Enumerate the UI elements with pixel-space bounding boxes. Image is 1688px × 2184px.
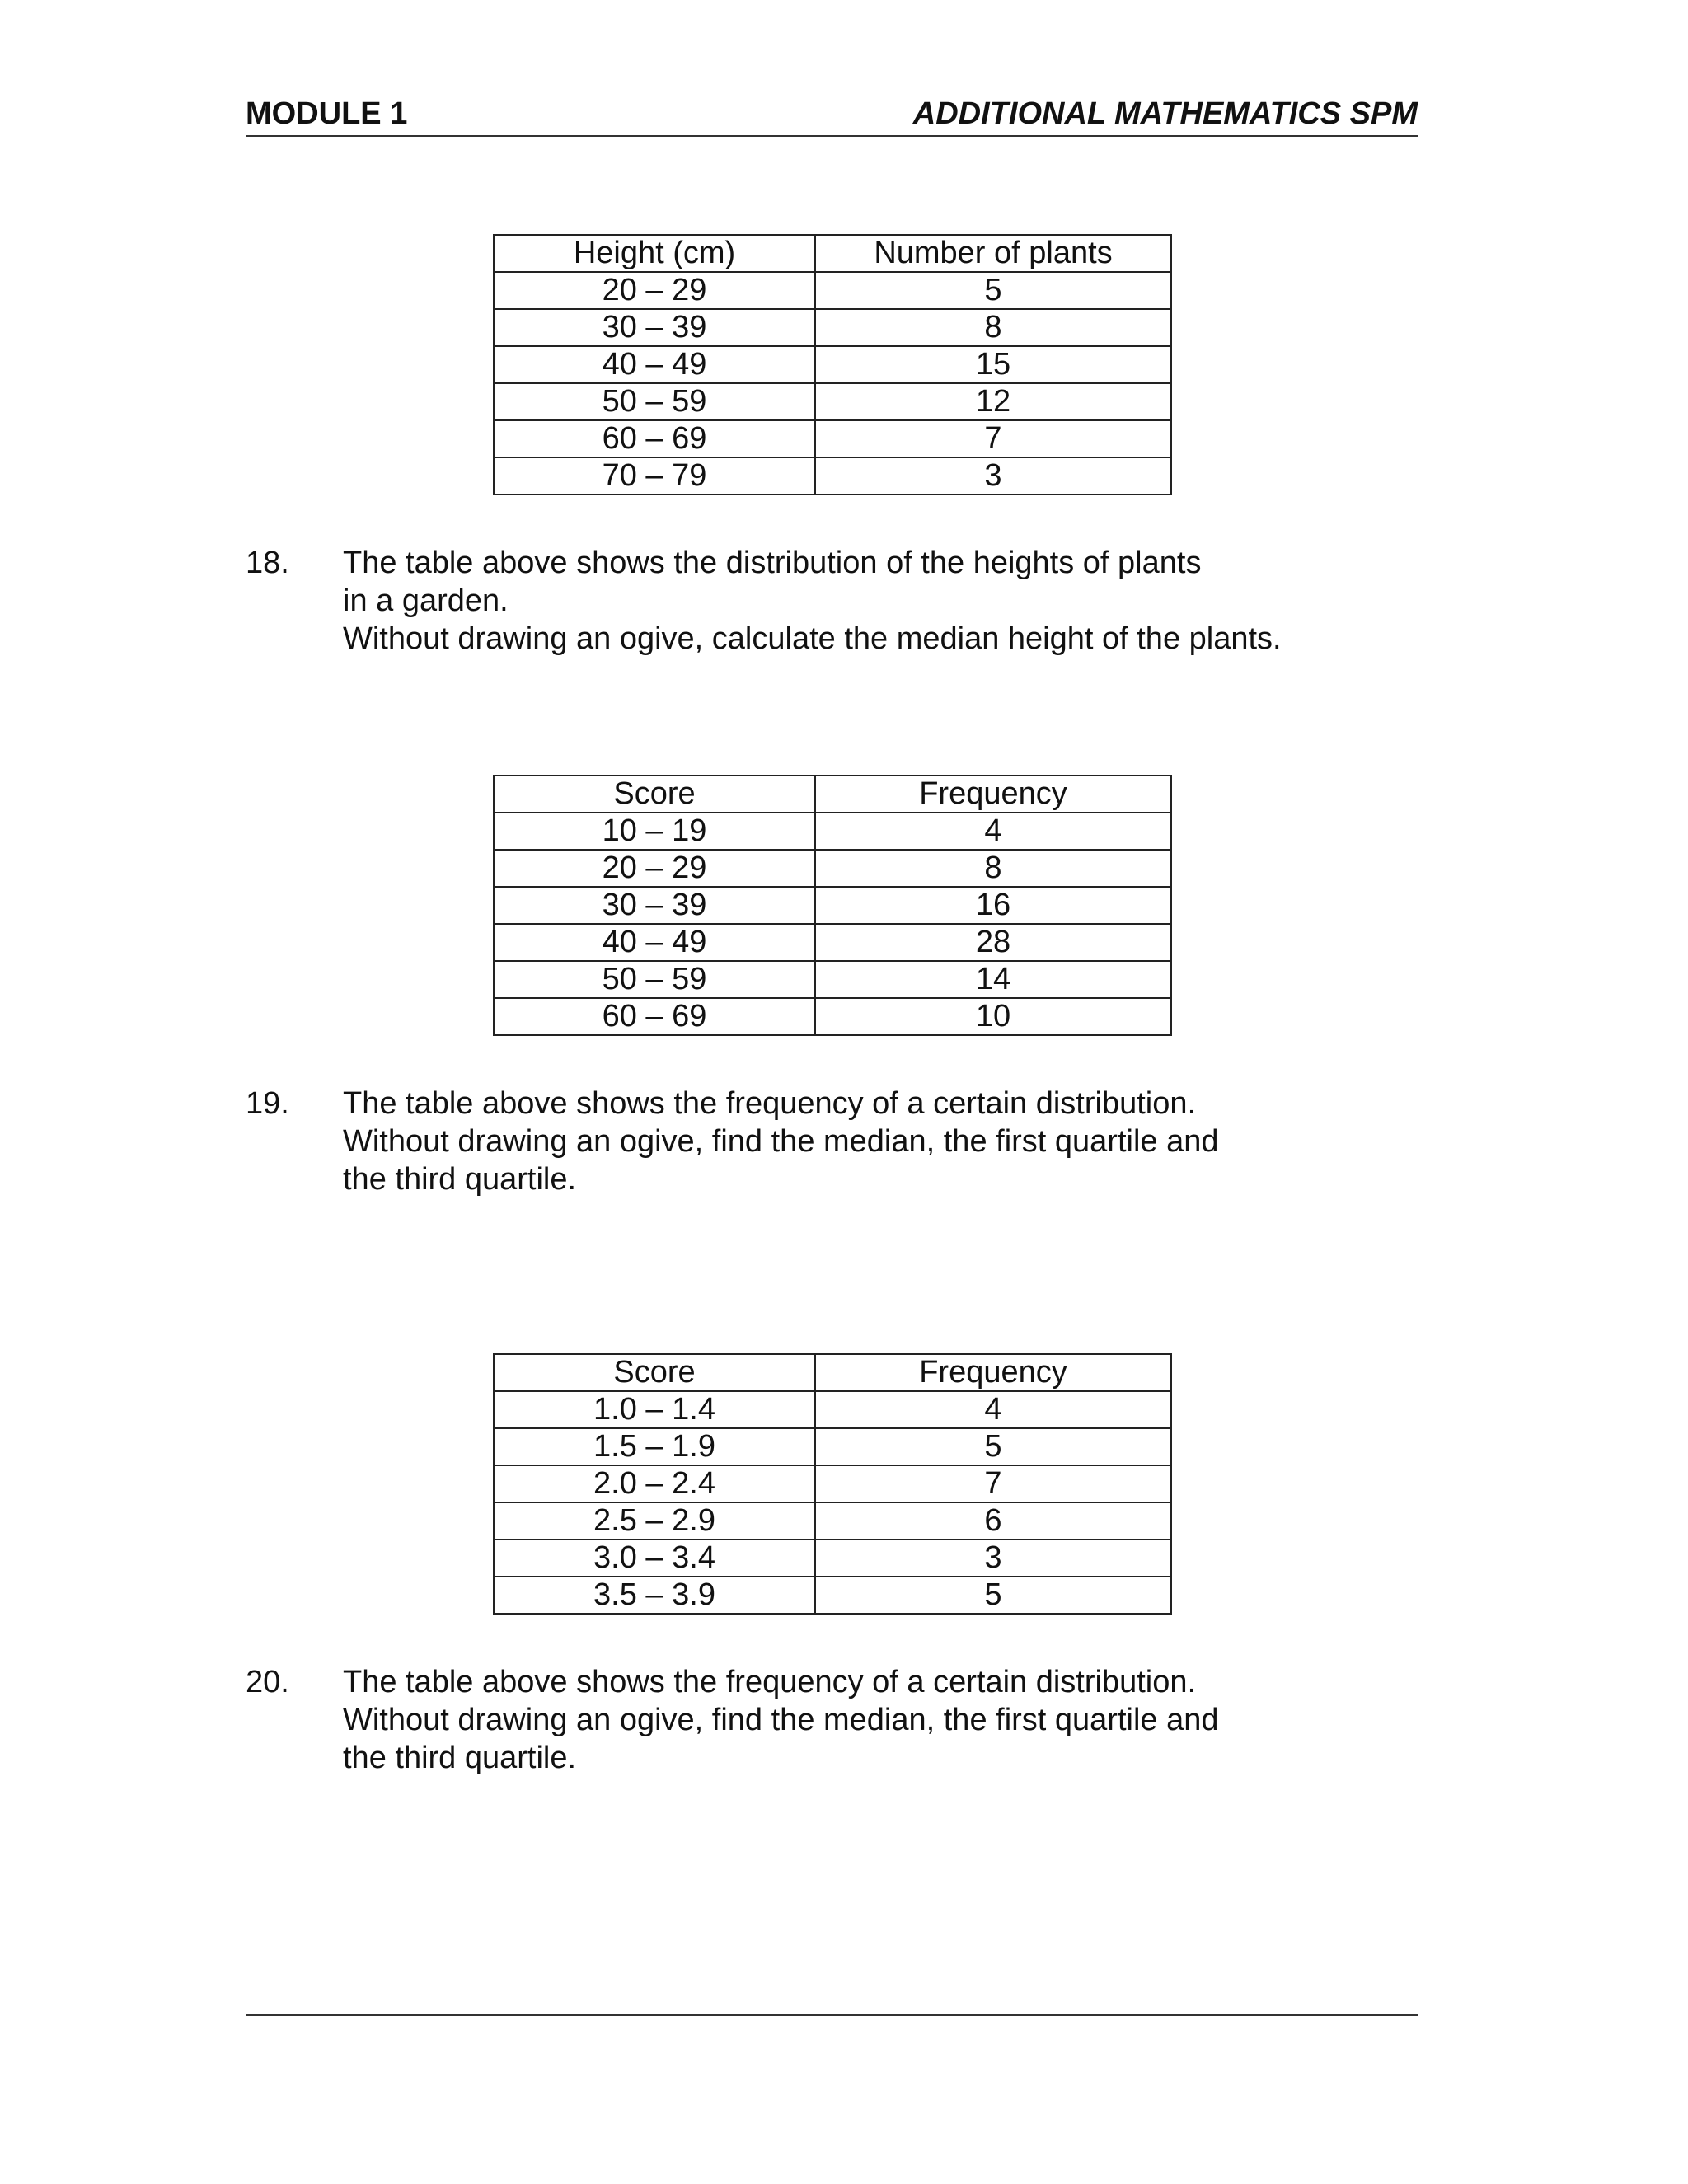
table-row [494,961,1171,998]
question-line: Without drawing an ogive, calculate the median height of the plants. [343,621,1282,656]
decimal-score-frequency-table [493,1353,1172,1615]
class-interval-cell: 3.0 – 3.4 [494,1540,815,1577]
table-row [494,850,1171,887]
table-row [494,887,1171,924]
table-row [494,346,1171,383]
question-line: in a garden. [343,583,509,618]
table-row [494,420,1171,457]
question-line: the third quartile. [343,1162,577,1197]
column-header: Score [494,1354,815,1391]
class-interval-cell: 1.0 – 1.4 [494,1391,815,1428]
height-distribution-table [493,234,1172,495]
question-number: 19. [246,1086,289,1121]
score-frequency-table [493,775,1172,1036]
column-header: Number of plants [815,235,1171,272]
column-header: Height (cm) [494,235,815,272]
class-interval-cell: 50 – 59 [494,383,815,420]
frequency-cell: 12 [815,383,1171,420]
frequency-cell: 5 [815,1577,1171,1614]
frequency-cell: 28 [815,924,1171,961]
frequency-cell: 10 [815,998,1171,1035]
question-line: The table above shows the frequency of a certain distribution. [343,1665,1197,1699]
frequency-cell: 4 [815,1391,1171,1428]
question-line: The table above shows the distribution of the heights of plants [343,546,1202,580]
question-text [343,544,1398,658]
class-interval-cell: 30 – 39 [494,887,815,924]
table-row [494,924,1171,961]
table-header-row [494,235,1171,272]
class-interval-cell: 40 – 49 [494,346,815,383]
class-interval-cell: 1.5 – 1.9 [494,1428,815,1465]
frequency-cell: 3 [815,1540,1171,1577]
class-interval-cell: 70 – 79 [494,457,815,494]
class-interval-cell: 20 – 29 [494,850,815,887]
question-number: 20. [246,1665,289,1699]
table-row [494,813,1171,850]
class-interval-cell: 60 – 69 [494,998,815,1035]
frequency-cell: 3 [815,457,1171,494]
question-line: Without drawing an ogive, find the median, the first quartile and [343,1703,1219,1737]
question-line: the third quartile. [343,1741,577,1775]
class-interval-cell: 50 – 59 [494,961,815,998]
module-label: MODULE 1 [246,96,408,131]
question-number: 18. [246,546,289,580]
frequency-cell: 8 [815,309,1171,346]
table-row [494,383,1171,420]
frequency-cell: 7 [815,1465,1171,1502]
footer-divider [246,2014,1418,2016]
table-row [494,457,1171,494]
table-row [494,272,1171,309]
table-row [494,1465,1171,1502]
table-row [494,1540,1171,1577]
class-interval-cell: 2.0 – 2.4 [494,1465,815,1502]
table-row [494,1391,1171,1428]
frequency-cell: 4 [815,813,1171,850]
page-header [246,92,1418,137]
table-row [494,1428,1171,1465]
class-interval-cell: 3.5 – 3.9 [494,1577,815,1614]
column-header: Score [494,776,815,813]
frequency-cell: 5 [815,1428,1171,1465]
frequency-cell: 16 [815,887,1171,924]
class-interval-cell: 60 – 69 [494,420,815,457]
question-line: The table above shows the frequency of a certain distribution. [343,1086,1197,1121]
table-row [494,309,1171,346]
frequency-cell: 7 [815,420,1171,457]
table-row [494,1502,1171,1540]
table-header-row [494,776,1171,813]
column-header: Frequency [815,1354,1171,1391]
frequency-cell: 8 [815,850,1171,887]
class-interval-cell: 2.5 – 2.9 [494,1502,815,1540]
table-row [494,1577,1171,1614]
table-row [494,998,1171,1035]
class-interval-cell: 40 – 49 [494,924,815,961]
question-line: Without drawing an ogive, find the median, the first quartile and [343,1124,1219,1159]
frequency-cell: 5 [815,272,1171,309]
table-header-row [494,1354,1171,1391]
subject-title: ADDITIONAL MATHEMATICS SPM [912,96,1418,131]
column-header: Frequency [815,776,1171,813]
class-interval-cell: 20 – 29 [494,272,815,309]
question-text [343,1085,1398,1198]
class-interval-cell: 10 – 19 [494,813,815,850]
frequency-cell: 6 [815,1502,1171,1540]
frequency-cell: 14 [815,961,1171,998]
frequency-cell: 15 [815,346,1171,383]
question-text [343,1663,1398,1777]
class-interval-cell: 30 – 39 [494,309,815,346]
